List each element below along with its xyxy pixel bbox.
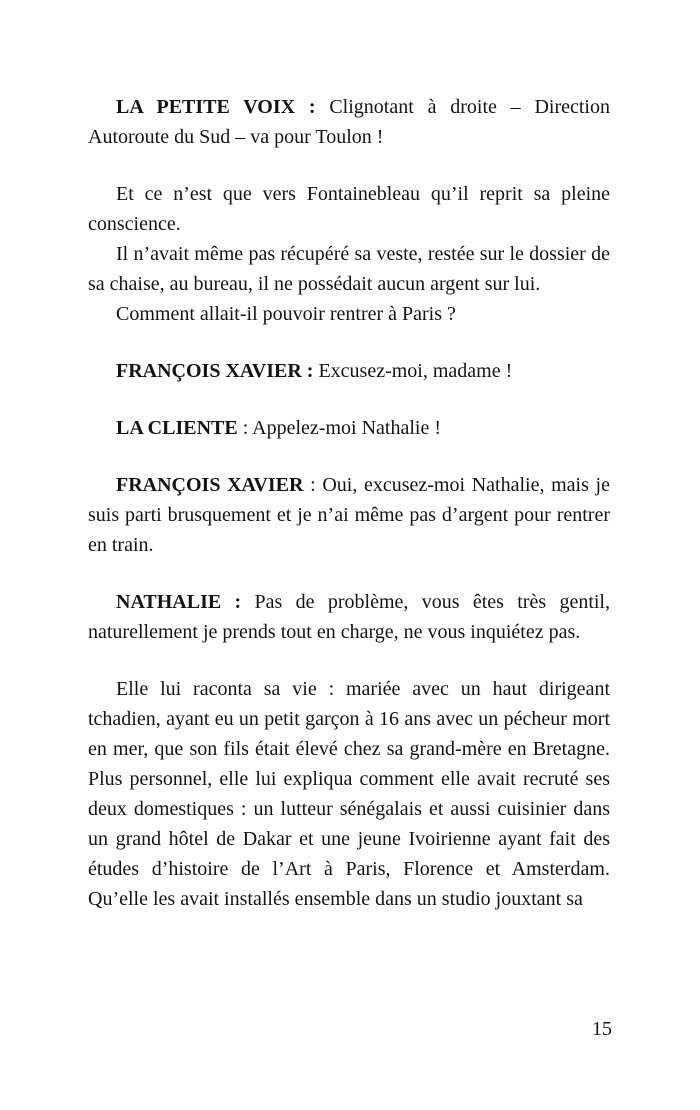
paragraph-text: Clignotant à droite – Direction Autoroute du Sud – va pour Toulon ! xyxy=(88,96,610,148)
speaker-name: LA PETITE VOIX : xyxy=(116,96,330,118)
speaker-name: FRANÇOIS XAVIER xyxy=(116,474,304,496)
paragraph-text: Elle lui raconta sa vie : mariée avec un haut dirigeant tchadien, ayant eu un petit garçon à 16 ans avec un pécheur mort en mer, que son fils était élevé chez sa grand-mère en Bretagne. Plus personnel, elle lui expliqua comment elle avait recruté ses deux domestiques : un lutteur sénégalais et aussi cuisinier dans un grand hôtel de Dakar et une jeune Ivoirienne ayant fait des études d’histoire de l’Art à Paris, Florence et Amsterdam. Qu’elle les avait installés ensemble dans un studio jouxtant sa xyxy=(88,678,610,910)
paragraph xyxy=(88,92,610,152)
paragraph-text: Et ce n’est que vers Fontainebleau qu’il reprit sa pleine conscience. xyxy=(88,183,610,235)
speaker-name: FRANÇOIS XAVIER : xyxy=(116,360,319,382)
paragraph xyxy=(88,587,610,647)
speaker-name: LA CLIENTE xyxy=(116,417,238,439)
paragraph xyxy=(88,413,610,443)
paragraph-text: : Appelez-moi Nathalie ! xyxy=(237,417,441,439)
paragraph xyxy=(88,674,610,914)
paragraph-text: Excusez-moi, madame ! xyxy=(318,360,513,382)
paragraph-text: Pas de problème, vous êtes très gentil, naturellement je prends tout en charge, ne vous inquiétez pas. xyxy=(88,591,610,643)
paragraph xyxy=(88,179,610,239)
paragraph xyxy=(88,356,610,386)
text-body xyxy=(88,92,610,914)
paragraph-text: : Oui, excusez-moi Nathalie, mais je suis parti brusquement et je n’ai même pas d’argent pour rentrer en train. xyxy=(88,474,610,556)
paragraph-text: Il n’avait même pas récupéré sa veste, restée sur le dossier de sa chaise, au bureau, il ne possédait aucun argent sur lui. xyxy=(88,243,610,295)
page-number: 15 xyxy=(592,1018,612,1040)
paragraph xyxy=(88,299,610,329)
paragraph xyxy=(88,239,610,299)
paragraph-text: Comment allait-il pouvoir rentrer à Paris ? xyxy=(116,303,456,325)
speaker-name: NATHALIE : xyxy=(116,591,255,613)
paragraph xyxy=(88,470,610,560)
